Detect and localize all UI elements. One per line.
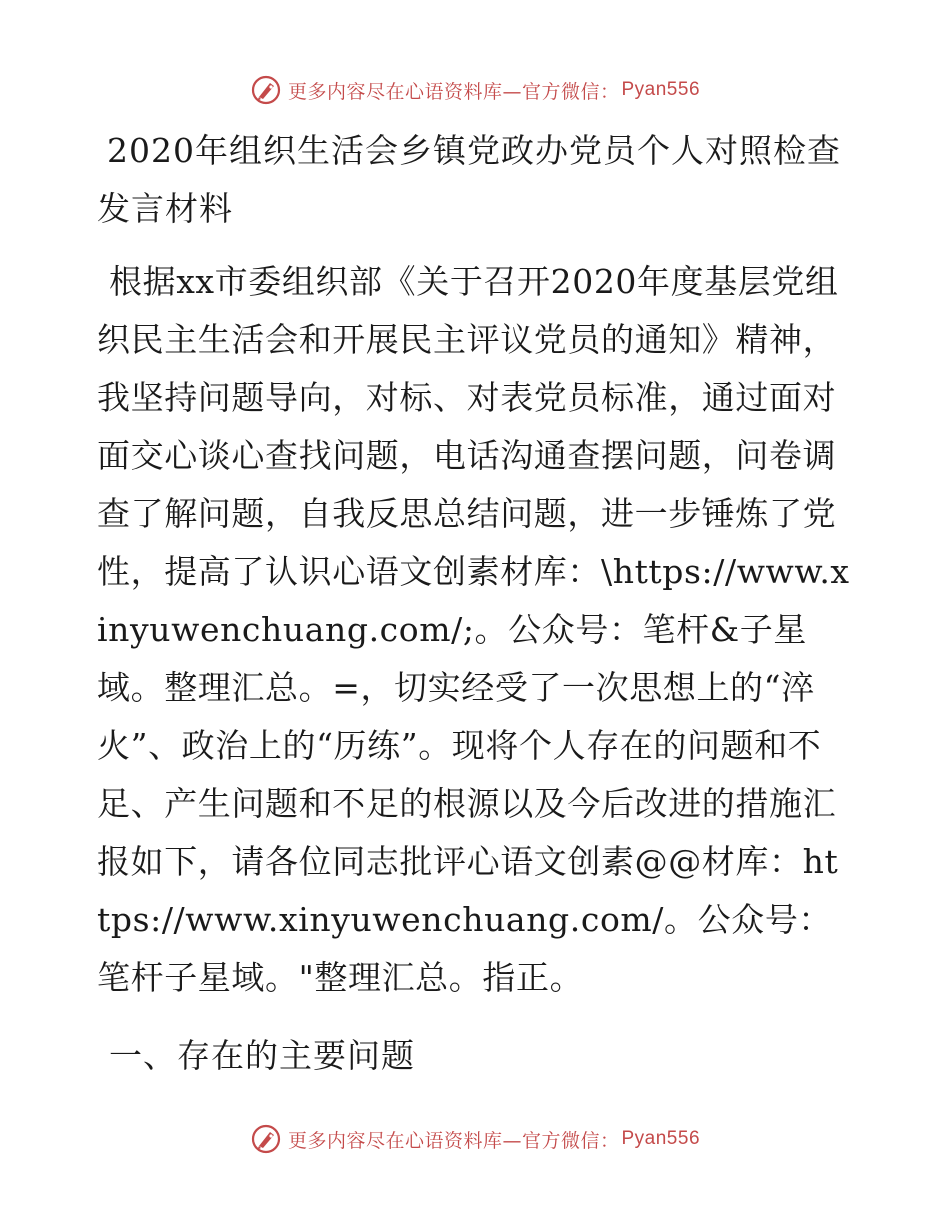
wechat-id: Pyan556 bbox=[621, 79, 701, 100]
header-banner bbox=[0, 70, 950, 110]
quill-logo-icon bbox=[250, 74, 282, 106]
quill-logo-icon bbox=[250, 1123, 282, 1155]
document-title: 2020年组织生活会乡镇党政办党员个人对照检查发言材料 bbox=[97, 131, 841, 228]
banner-text: 更多内容尽在心语资料库—官方微信： bbox=[287, 80, 620, 103]
body-paragraph: 根据xx市委组织部《关于召开2020年度基层党组织民主生活会和开展民主评议党员的通知》精神，我坚持问题导向，对标、对表党员标准，通过面对面交心谈心查找问题，电话沟通查摆问题，问卷调查了解问题，自我反思总结问题，进一步锤炼了党性，提高了认识心语文创素材库：\https://www.xinyuwenchuang.com/;。公众号：笔杆&子星域。整理汇总。=，切实经受了一次思想上的“淬火”、政治上的“历练”。现将个人存在的问题和不足、产生问题和不足的根源以及今后改进的措施汇报如下，请各位同志批评心语文创素@@材库：https://www.xinyuwenchuang.com/。公众号：笔杆子星域。"整理汇总。指正。 bbox=[97, 262, 850, 997]
wechat-id: Pyan556 bbox=[621, 1128, 701, 1149]
section-heading: 一、存在的主要问题 bbox=[109, 1036, 415, 1075]
banner-text: 更多内容尽在心语资料库—官方微信： bbox=[287, 1129, 620, 1152]
footer-banner bbox=[0, 1119, 950, 1159]
